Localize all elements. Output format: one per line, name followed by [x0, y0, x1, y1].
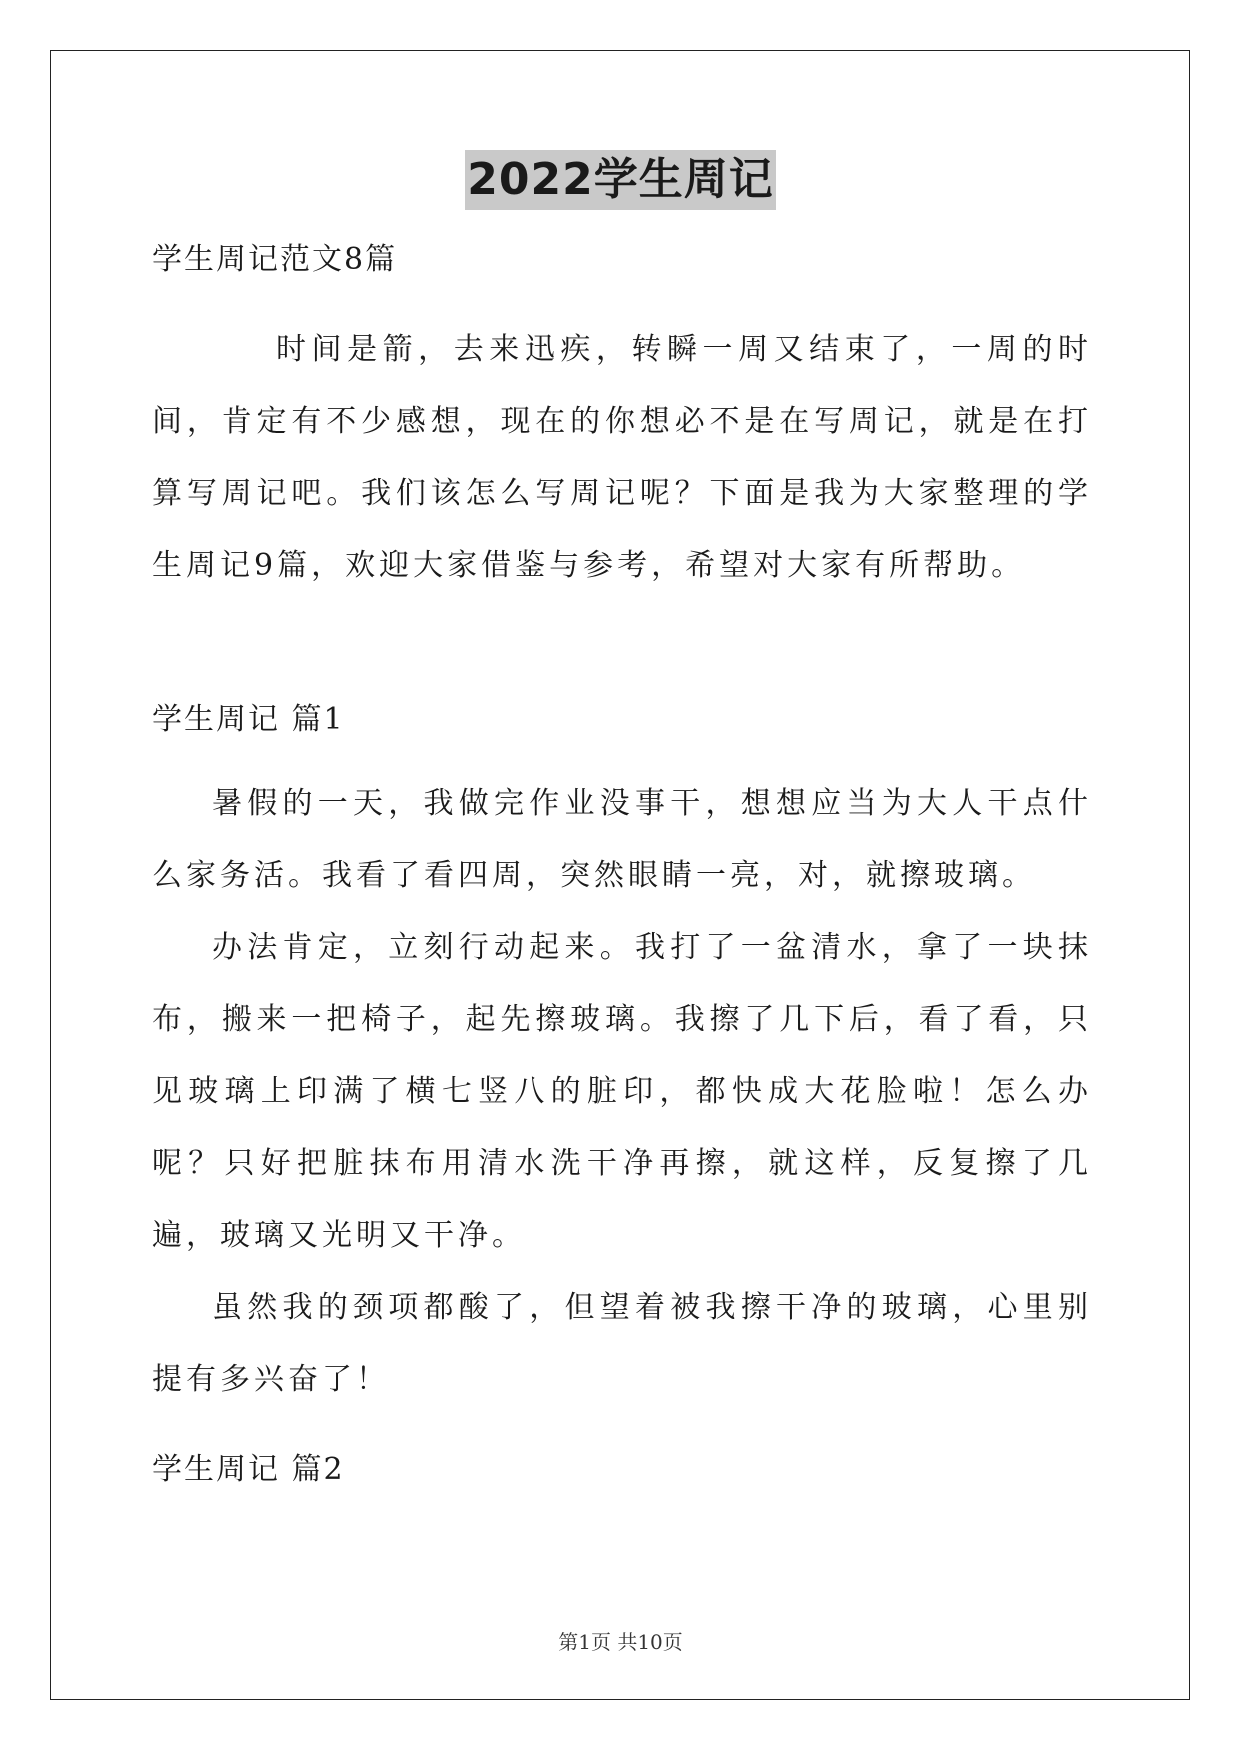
section1-paragraph-2: 办法肯定，立刻行动起来。我打了一盆清水，拿了一块抹布，搬来一把椅子，起先擦玻璃。我擦了几下后，看了看，只见玻璃上印满了横七竖八的脏印，都快成大花脸啦！怎么办呢？只好把脏抹布用清水洗干净再擦，就这样，反复擦了几遍，玻璃又光明又干净。 — [152, 930, 1092, 1253]
intro-paragraph: 时间是箭，去来迅疾，转瞬一周又结束了，一周的时间，肯定有不少感想，现在的你想必不是在写周记，就是在打算写周记吧。我们该怎么写周记呢？下面是我为大家整理的学生周记9篇，欢迎大家借鉴与参考，希望对大家有所帮助。 — [152, 332, 1092, 583]
section1-paragraph-1: 暑假的一天，我做完作业没事干，想想应当为大人干点什么家务活。我看了看四周，突然眼睛一亮，对，就擦玻璃。 — [152, 786, 1092, 893]
page-footer: 第1页 共10页 — [558, 1630, 683, 1654]
section-heading-1: 学生周记 篇1 — [152, 702, 345, 737]
subtitle: 学生周记范文8篇 — [152, 242, 398, 277]
section-heading-2: 学生周记 篇2 — [152, 1452, 345, 1487]
document-title: 2022学生周记 — [465, 150, 775, 210]
title-wrap — [0, 150, 1241, 210]
section1-paragraph-3: 虽然我的颈项都酸了，但望着被我擦干净的玻璃，心里别提有多兴奋了！ — [152, 1290, 1092, 1397]
document-body — [152, 240, 1092, 1490]
